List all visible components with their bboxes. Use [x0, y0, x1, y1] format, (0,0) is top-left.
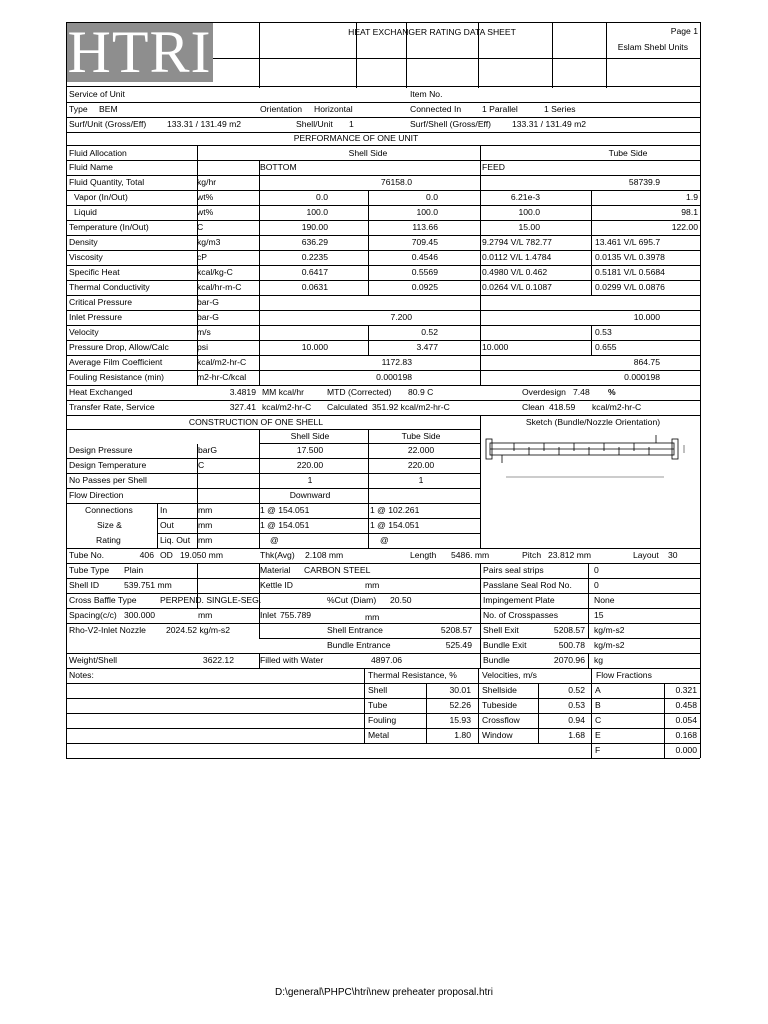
size-label: Size &	[97, 520, 122, 530]
flow-row-value: 0.054	[675, 715, 697, 725]
design-temperature-label: Design Temperature	[69, 460, 147, 470]
h-rule	[66, 623, 700, 624]
impingement-label: Impingement Plate	[483, 595, 555, 605]
perf-row-unit: m/s	[197, 327, 211, 337]
shell-unit-label: Shell/Unit	[296, 119, 333, 129]
parallel-value: 1 Parallel	[482, 104, 518, 114]
h-rule	[66, 250, 700, 251]
h-rule	[66, 385, 700, 386]
shell-side-header: Shell Side	[348, 148, 388, 158]
perf-row-label: Specific Heat	[69, 267, 120, 277]
clean-label: Clean	[522, 402, 545, 412]
weight-value: 3622.12	[202, 655, 234, 665]
shell-total: 7.200	[390, 312, 412, 322]
file-path-footer: D:\general\PHPC\htri\new preheater proposal.htri	[275, 987, 493, 998]
h-rule	[66, 117, 700, 118]
tube-in: 0.0264 V/L 0.1087	[482, 282, 552, 292]
h-rule	[66, 265, 700, 266]
pitch-value: 23.812 mm	[548, 550, 591, 560]
inlet-label: Inlet	[260, 610, 277, 620]
bundle-nozzle-sketch	[484, 427, 698, 507]
tube-type-value: Plain	[124, 565, 144, 575]
perf-row-label: Critical Pressure	[69, 297, 133, 307]
perf-row-label: Viscosity	[69, 252, 103, 262]
shell-out: 100.0	[416, 207, 438, 217]
flow-row-label: F	[595, 745, 601, 755]
passes-shell: 1	[307, 475, 313, 485]
perf-row-label: Average Film Coefficient	[69, 357, 163, 367]
conn-liq-label: Liq. Out	[160, 535, 191, 545]
h-rule	[66, 310, 700, 311]
tube-out: 122.00	[671, 222, 698, 232]
shell-in: 636.29	[301, 237, 328, 247]
h-rule	[66, 235, 700, 236]
bundle-entrance-label: Bundle Entrance	[327, 640, 391, 650]
layout-value: 30	[668, 550, 678, 560]
h-rule	[66, 473, 480, 474]
shell-id-value: 539.751 mm	[124, 580, 172, 590]
h-rule	[213, 58, 700, 59]
passes-label: No Passes per Shell	[69, 475, 147, 485]
v-rule	[259, 22, 260, 88]
series-value: 1 Series	[544, 104, 576, 114]
perf-row-label: Inlet Pressure	[69, 312, 123, 322]
tube-in: 10.000	[482, 342, 509, 352]
design-pressure-label: Design Pressure	[69, 445, 133, 455]
clean-unit: kcal/m2-hr-C	[592, 402, 642, 412]
h-rule	[66, 698, 700, 699]
h-rule	[66, 102, 700, 103]
heat-unit: MM kcal/hr	[262, 387, 305, 397]
rate-label: Transfer Rate, Service	[69, 402, 155, 412]
layout-label: Layout	[633, 550, 659, 560]
h-rule	[66, 175, 700, 176]
shell-out: 113.66	[412, 222, 438, 232]
perf-row-unit: psi	[197, 342, 208, 352]
pitch-label: Pitch	[522, 550, 542, 560]
passlane-value: 0	[594, 580, 599, 590]
velocity-row-label: Crossflow	[482, 715, 520, 725]
perf-row-unit: kg/hr	[197, 177, 217, 187]
perf-row-unit: wt%	[197, 192, 214, 202]
pairs-value: 0	[594, 565, 599, 575]
h-rule	[66, 758, 700, 759]
perf-row-unit: kg/m3	[197, 237, 221, 247]
cut-value: 20.50	[390, 595, 412, 605]
connected-label: Connected In	[410, 104, 462, 114]
thermal-row-value: 52.26	[449, 700, 471, 710]
inlet-value: 755.789	[280, 610, 312, 620]
tube-total: 864.75	[633, 357, 660, 367]
thermal-row-label: Metal	[368, 730, 390, 740]
bundle-exit-label: Bundle Exit	[483, 640, 527, 650]
overdesign-value: 7.48	[573, 387, 590, 397]
type-label: Type	[69, 104, 88, 114]
spacing-label: Spacing(c/c)	[69, 610, 117, 620]
shell-total: 0.000198	[376, 372, 412, 382]
shell-out: 3.477	[416, 342, 438, 352]
page-number: Page 1	[670, 26, 698, 36]
h-rule	[66, 429, 480, 430]
tube-no-value: 406	[139, 550, 154, 560]
overdesign-label: Overdesign	[522, 387, 566, 397]
shell-exit-label: Shell Exit	[483, 625, 519, 635]
tube-side-col: Tube Side	[401, 431, 441, 441]
h-rule	[259, 443, 480, 444]
tube-out: 0.53	[595, 327, 612, 337]
flow-direction-value: Downward	[289, 490, 331, 500]
shell-total: 76158.0	[380, 177, 412, 187]
perf-row-label: Pressure Drop, Allow/Calc	[69, 342, 169, 352]
crosspasses-value: 15	[594, 610, 604, 620]
shell-side-col: Shell Side	[290, 431, 330, 441]
conn-in-unit: mm	[198, 505, 213, 515]
h-rule	[66, 488, 480, 489]
h-rule	[66, 713, 700, 714]
h-rule	[66, 608, 700, 609]
perf-row-label: Temperature (In/Out)	[69, 222, 149, 232]
velocity-row-value: 0.52	[568, 685, 585, 695]
shell-in: 0.0631	[301, 282, 328, 292]
shell-out: 0.0	[426, 192, 438, 202]
calc-value: 351.92 kcal/m2-hr-C	[372, 402, 450, 412]
conn-out-unit: mm	[198, 520, 213, 530]
sketch-title: Sketch (Bundle/Nozzle Orientation)	[525, 417, 661, 427]
perf-row-unit: bar-G	[197, 297, 219, 307]
conn-liq-shell: @	[270, 535, 279, 545]
perf-row-label: Thermal Conductivity	[69, 282, 150, 292]
tube-out: 0.655	[595, 342, 617, 352]
od-label: OD	[160, 550, 173, 560]
bundle-unit: kg	[594, 655, 604, 665]
flow-row-label: E	[595, 730, 601, 740]
fluid-name-label: Fluid Name	[69, 162, 113, 172]
od-value: 19.050 mm	[180, 550, 223, 560]
shell-out: 0.52	[421, 327, 438, 337]
thermal-row-value: 1.80	[454, 730, 471, 740]
cut-label: %Cut (Diam)	[327, 595, 377, 605]
shell-entrance-value: 5208.57	[440, 625, 472, 635]
spacing-value: 300.000	[124, 610, 156, 620]
h-rule	[66, 86, 700, 87]
thermal-title: Thermal Resistance, %	[368, 670, 457, 680]
thermal-row-value: 15.93	[449, 715, 471, 725]
conn-out-shell: 1 @ 154.051	[260, 520, 310, 530]
tube-in: 0.0112 V/L 1.4784	[482, 252, 552, 262]
rating-label: Rating	[96, 535, 121, 545]
shell-in: 190.00	[301, 222, 328, 232]
tube-fluid-name: FEED	[482, 162, 505, 172]
filled-label: Filled with Water	[260, 655, 324, 665]
h-rule	[66, 160, 700, 161]
velocity-row-value: 0.53	[568, 700, 585, 710]
perf-row-label: Fluid Quantity, Total	[69, 177, 145, 187]
length-value: 5486. mm	[451, 550, 490, 560]
logo-text: HTRI	[67, 19, 212, 85]
data-sheet	[66, 19, 700, 758]
perf-row-label: Liquid	[74, 207, 97, 217]
shell-exit-unit: kg/m-s2	[594, 625, 625, 635]
length-label: Length	[410, 550, 437, 560]
h-rule	[66, 578, 700, 579]
bundle-exit-value: 500.78	[558, 640, 585, 650]
tube-in: 6.21e-3	[510, 192, 540, 202]
shell-in: 0.2235	[301, 252, 328, 262]
tube-out: 1.9	[686, 192, 698, 202]
conn-liq-tube: @	[380, 535, 389, 545]
v-rule	[700, 22, 701, 758]
bundle-entrance-value: 525.49	[445, 640, 472, 650]
h-rule	[66, 280, 700, 281]
shell-exit-value: 5208.57	[553, 625, 585, 635]
shell-total: 1172.83	[381, 357, 412, 367]
tube-total: 58739.9	[628, 177, 660, 187]
shell-id-label: Shell ID	[69, 580, 100, 590]
velocity-row-label: Shellside	[482, 685, 517, 695]
tube-out: 0.0299 V/L 0.0876	[595, 282, 665, 292]
surf-shell-value: 133.31 / 131.49 m2	[512, 119, 587, 129]
v-rule	[591, 326, 592, 356]
tube-in: 0.4980 V/L 0.462	[482, 267, 548, 277]
material-value: CARBON STEEL	[304, 565, 371, 575]
tube-in: 15.00	[518, 222, 540, 232]
bundle-exit-unit: kg/m-s2	[594, 640, 625, 650]
perf-row-label: Velocity	[69, 327, 99, 337]
h-rule	[66, 340, 700, 341]
htri-logo	[66, 19, 213, 85]
h-rule	[66, 370, 700, 371]
perf-row-label: Density	[69, 237, 98, 247]
h-rule	[66, 400, 700, 401]
design-pressure-tube: 22.000	[407, 445, 435, 455]
heat-label: Heat Exchanged	[69, 387, 133, 397]
shell-unit-value: 1	[349, 119, 354, 129]
bundle-label: Bundle	[483, 655, 510, 665]
conn-in-shell: 1 @ 154.051	[260, 505, 310, 515]
shell-out: 0.5569	[411, 267, 438, 277]
flow-row-value: 0.458	[675, 700, 697, 710]
perf-row-unit: bar-G	[197, 312, 219, 322]
velocity-row-label: Window	[482, 730, 513, 740]
rate-unit: kcal/m2-hr-C	[262, 402, 312, 412]
units-label: Eslam Shebl Units	[617, 42, 688, 52]
tube-total: 0.000198	[624, 372, 660, 382]
h-rule	[66, 220, 700, 221]
h-rule	[66, 683, 700, 684]
tube-out: 0.0135 V/L 0.3978	[595, 252, 665, 262]
shell-out: 709.45	[411, 237, 438, 247]
heat-value: 3.4819	[229, 387, 256, 397]
perf-row-label: Vapor (In/Out)	[74, 192, 128, 202]
h-rule	[66, 563, 700, 564]
h-rule	[66, 190, 700, 191]
v-rule	[588, 564, 589, 639]
impingement-value: None	[594, 595, 615, 605]
velocity-row-label: Tubeside	[482, 700, 518, 710]
flow-row-label: C	[595, 715, 602, 725]
orientation-value: Horizontal	[314, 104, 353, 114]
shell-in: 0.0	[316, 192, 328, 202]
shell-fluid-name: BOTTOM	[260, 162, 297, 172]
flow-fractions-title: Flow Fractions	[596, 670, 652, 680]
design-temperature-tube: 220.00	[407, 460, 435, 470]
surf-unit-label: Surf/Unit (Gross/Eff)	[69, 119, 147, 129]
kettle-unit: mm	[365, 580, 380, 590]
flow-row-value: 0.000	[675, 745, 697, 755]
perf-row-unit: kcal/kg-C	[197, 267, 233, 277]
conn-in-label: In	[160, 505, 168, 515]
h-rule	[66, 728, 700, 729]
construction-title: CONSTRUCTION OF ONE SHELL	[188, 417, 324, 427]
tube-out: 0.5181 V/L 0.5684	[595, 267, 665, 277]
perf-row-unit: kcal/m2-hr-C	[197, 357, 247, 367]
flow-row-value: 0.168	[675, 730, 697, 740]
perf-row-unit: C	[197, 222, 204, 232]
perf-row-label: Fouling Resistance (min)	[69, 372, 165, 382]
velocity-row-value: 0.94	[568, 715, 585, 725]
h-rule	[157, 518, 480, 519]
calc-label: Calculated	[327, 402, 368, 412]
flow-row-value: 0.321	[675, 685, 697, 695]
velocities-title: Velocities, m/s	[482, 670, 537, 680]
bundle-value: 2070.96	[553, 655, 585, 665]
thermal-row-label: Tube	[368, 700, 388, 710]
shell-entrance-label: Shell Entrance	[327, 625, 383, 635]
type-value: BEM	[99, 104, 118, 114]
filled-value: 4897.06	[371, 655, 403, 665]
inlet-unit: mm	[365, 612, 380, 622]
connections-label: Connections	[85, 505, 133, 515]
fluid-allocation-label: Fluid Allocation	[69, 148, 127, 158]
h-rule	[66, 145, 700, 146]
h-rule	[66, 548, 700, 549]
flow-direction-label: Flow Direction	[69, 490, 124, 500]
thermal-row-label: Fouling	[368, 715, 397, 725]
h-rule	[66, 743, 700, 744]
design-temperature-unit: C	[198, 460, 205, 470]
rho-value: 2024.52 kg/m-s2	[166, 625, 231, 635]
tube-no-label: Tube No.	[69, 550, 105, 560]
thermal-row-label: Shell	[368, 685, 388, 695]
thk-label: Thk(Avg)	[260, 550, 295, 560]
design-pressure-shell: 17.500	[296, 445, 324, 455]
weight-label: Weight/Shell	[69, 655, 118, 665]
h-rule	[66, 503, 480, 504]
rho-label: Rho-V2-Inlet Nozzle	[69, 625, 146, 635]
tube-out: 98.1	[681, 207, 698, 217]
velocity-row-value: 1.68	[568, 730, 585, 740]
notes-label: Notes:	[69, 670, 94, 680]
baffle-value: PERPEND. SINGLE-SEG.	[160, 595, 262, 605]
conn-in-tube: 1 @ 102.261	[370, 505, 420, 515]
thk-value: 2.108 mm	[305, 550, 344, 560]
item-label: Item No.	[410, 89, 443, 99]
shell-out: 0.0925	[411, 282, 438, 292]
shell-in: 0.6417	[301, 267, 328, 277]
perf-row-unit: cP	[197, 252, 208, 262]
overdesign-unit: %	[608, 387, 616, 397]
mtd-value: 80.9 C	[408, 387, 434, 397]
surf-shell-label: Surf/Shell (Gross/Eff)	[410, 119, 492, 129]
flow-row-label: B	[595, 700, 601, 710]
tube-in: 100.0	[518, 207, 540, 217]
sheet-title: HEAT EXCHANGER RATING DATA SHEET	[348, 27, 516, 37]
shell-out: 0.4546	[411, 252, 438, 262]
kettle-label: Kettle ID	[260, 580, 293, 590]
h-rule	[66, 593, 700, 594]
h-rule	[66, 653, 700, 654]
mtd-label: MTD (Corrected)	[327, 387, 392, 397]
perf-row-unit: wt%	[197, 207, 214, 217]
h-rule	[66, 415, 700, 416]
perf-row-unit: kcal/hr-m-C	[197, 282, 242, 292]
design-temperature-shell: 220.00	[296, 460, 324, 470]
design-pressure-unit: barG	[198, 445, 218, 455]
shell-in: 100.0	[306, 207, 328, 217]
tube-out: 13.461 V/L 695.7	[595, 237, 661, 247]
h-rule	[66, 205, 700, 206]
material-label: Material	[260, 565, 291, 575]
conn-out-tube: 1 @ 154.051	[370, 520, 420, 530]
h-rule	[66, 325, 700, 326]
service-label: Service of Unit	[69, 89, 125, 99]
tube-side-header: Tube Side	[608, 148, 648, 158]
conn-out-label: Out	[160, 520, 174, 530]
h-rule	[66, 458, 480, 459]
spacing-unit: mm	[198, 610, 213, 620]
h-rule	[66, 295, 700, 296]
passlane-label: Passlane Seal Rod No.	[483, 580, 572, 590]
h-rule	[66, 22, 700, 23]
orientation-label: Orientation	[260, 104, 303, 114]
h-rule	[66, 355, 700, 356]
crosspasses-label: No. of Crosspasses	[483, 610, 558, 620]
tube-in: 9.2794 V/L 782.77	[482, 237, 552, 247]
tube-type-label: Tube Type	[69, 565, 110, 575]
baffle-label: Cross Baffle Type	[69, 595, 137, 605]
passes-tube: 1	[418, 475, 424, 485]
pairs-label: Pairs seal strips	[483, 565, 544, 575]
flow-row-label: A	[595, 685, 601, 695]
v-rule	[157, 504, 158, 548]
h-rule	[157, 533, 480, 534]
tube-total: 10.000	[633, 312, 660, 322]
conn-liq-unit: mm	[198, 535, 213, 545]
shell-in: 10.000	[301, 342, 328, 352]
h-rule	[66, 668, 700, 669]
rate-value: 327.41	[229, 402, 256, 412]
surf-unit-value: 133.31 / 131.49 m2	[167, 119, 242, 129]
perf-row-unit: m2-hr-C/kcal	[197, 372, 247, 382]
thermal-row-value: 30.01	[449, 685, 471, 695]
clean-value: 418.59	[549, 402, 576, 412]
performance-title: PERFORMANCE OF ONE UNIT	[293, 133, 419, 143]
v-rule	[588, 654, 589, 668]
